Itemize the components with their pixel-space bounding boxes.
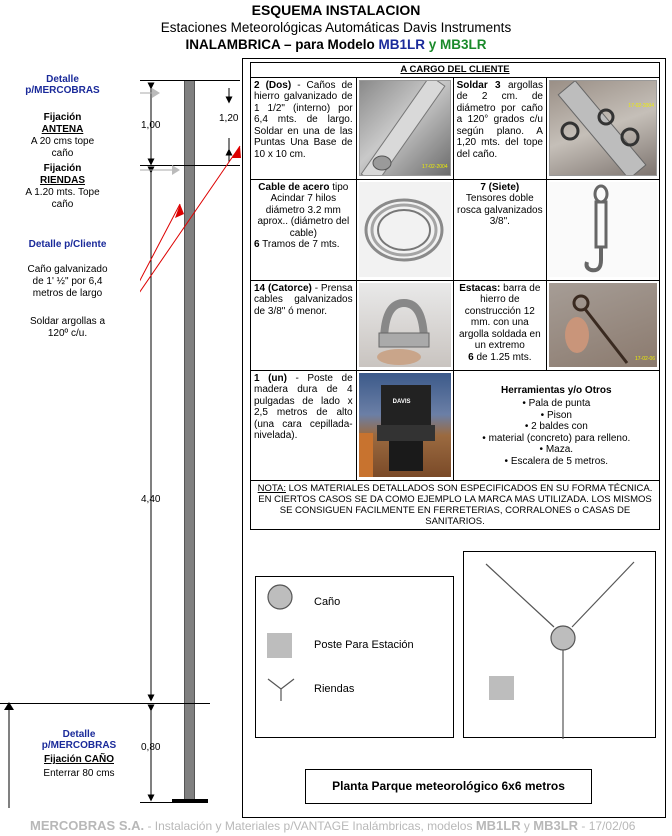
photo-pipe-cell	[356, 77, 453, 179]
tool-item-label: Maza.	[545, 444, 574, 455]
clamp-graphic	[359, 283, 449, 367]
footer-model-2: MB3LR	[533, 818, 579, 833]
cano-desc-line2: de 1' ½" por 6,4	[32, 276, 103, 287]
cell-soldar-qty: Soldar 3	[456, 79, 501, 91]
materials-table	[250, 62, 660, 530]
plan-box	[463, 551, 656, 738]
photo-cable-cell	[356, 179, 453, 280]
cell-estacas-qty-text: de 1.25 mts.	[473, 351, 532, 363]
cell-poste	[251, 370, 357, 480]
photo-stake	[549, 283, 657, 367]
fijacion-riendas-subtitle: RIENDAS	[39, 175, 85, 186]
photo-station	[359, 373, 451, 477]
tool-item-label: Pala de punta	[528, 398, 591, 409]
detalle-cliente: Detalle p/Cliente	[28, 239, 107, 250]
legend-cano: Caño	[314, 596, 341, 608]
square-icon	[267, 633, 292, 658]
cell-tensores-text: Tensores doble rosca galvanizados 3/8".	[457, 193, 543, 227]
cell-cable-qty: 6	[254, 239, 260, 250]
footer	[30, 818, 635, 833]
photo-brand: DAVIS	[392, 398, 411, 405]
y-riendas-icon	[266, 677, 296, 703]
note-cell	[251, 480, 660, 529]
plan-graphic	[464, 552, 657, 739]
plan-caption: Planta Parque meteorológico 6x6 metros	[305, 769, 592, 804]
cell-estacas-title: Estacas:	[459, 282, 501, 294]
cell-estacas-qty: 6	[468, 351, 474, 363]
footer-company: MERCOBRAS S.A.	[30, 818, 145, 833]
cell-tensores	[453, 179, 546, 280]
cell-cable-text: tipo Acindar 7 hilos diámetro 3.2 mm aprox.. (diámetro del cable)	[257, 181, 350, 239]
dim-1-00: 1,00	[141, 120, 161, 131]
cano-desc-line3: metros de largo	[32, 288, 103, 299]
cell-prensa-qty: 14 (Catorce)	[254, 282, 312, 294]
photo-clamp	[359, 283, 451, 367]
cell-soldar	[453, 77, 546, 179]
legend-riendas: Riendas	[314, 683, 355, 695]
cell-estacas	[453, 280, 546, 370]
dim-1-20: 1,20	[219, 113, 239, 124]
legend-box	[255, 576, 454, 738]
tool-item-label: material (concreto) para relleno.	[488, 432, 631, 444]
detalle-mercobras-bottom-line1: Detalle	[62, 729, 96, 740]
ground-arrow	[2, 700, 16, 810]
soldar-desc-line2: 120º c/u.	[47, 328, 88, 339]
table-header: A CARGO DEL CLIENTE	[251, 63, 660, 78]
footer-text: - Instalación y Materiales p/VANTAGE Inalámbricas, modelos	[144, 819, 476, 833]
fijacion-riendas	[10, 163, 115, 211]
photo-turnbuckle	[549, 182, 657, 277]
cell-poste-text: - Poste de madera dura de 4 pulgadas de lado x 2,5 metros de alto (una cara cepillada-nivelada).	[254, 372, 353, 441]
cell-soldar-text: argollas de 2 cm. de diámetro por caño a 120° grados c/u según plano. A 1,20 mts. del tope del caño.	[456, 79, 543, 160]
cell-canos-qty: 2 (Dos)	[254, 79, 292, 91]
tool-item: • material (concreto) para relleno.	[482, 432, 631, 444]
cell-cable-qty-text: Tramos de 7 mts.	[259, 239, 340, 250]
fijacion-cano-desc: Enterrar 80 cms	[43, 768, 115, 779]
photo-rings-cell	[546, 77, 659, 179]
footer-model-1: MB1LR	[475, 818, 521, 833]
tools-title: Herramientas y/o Otros	[501, 384, 612, 396]
cell-cable	[251, 179, 357, 280]
cell-canos-text: - Caños de hierro galvanizado de 1 1/2" (interno) por 6,4 mts. de largo. Soldar en una de las Puntas Una Base de 10 x 10 cm.	[254, 79, 353, 160]
photo-date-3: 17-02-06	[634, 356, 655, 362]
model-joiner: y	[425, 37, 441, 52]
footer-date: - 17/02/06	[578, 819, 636, 833]
detalle-mercobras-bottom	[24, 729, 134, 751]
photo-date-2: 17-02-2004	[628, 102, 654, 109]
model-prefix: INALAMBRICA – para Modelo	[185, 37, 379, 52]
fijacion-riendas-title: Fijación	[43, 163, 82, 174]
cell-prensa	[251, 280, 357, 370]
station-graphic	[359, 373, 449, 477]
photo-stake-cell	[546, 280, 659, 370]
model-mb1lr: MB1LR	[378, 37, 425, 52]
note-text: LOS MATERIALES DETALLADOS SON ESPECIFICADOS EN SU FORMA TÉCNICA. EN CIERTOS CASOS SE DA COMO EJEMPLO LA MARCA MAS UTILIZADA. LOS MISMOS SE CONSIGUEN FACILMENTE EN FERRETERIAS, CORRALONES o CASAS DE SANITARIOS.	[258, 482, 653, 527]
photo-clamp-cell	[356, 280, 453, 370]
dim-4-40: 4,40	[141, 494, 161, 505]
detalle-mercobras-top-line1: Detalle	[46, 74, 79, 85]
photo-cable	[359, 182, 451, 277]
model-mb3lr: MB3LR	[440, 37, 487, 52]
circle-icon	[266, 583, 296, 613]
dimension-arrows	[140, 78, 250, 808]
fijacion-antena-subtitle: ANTENA	[41, 124, 84, 135]
soldar-description	[10, 316, 125, 340]
detalle-mercobras-bottom-line2: p/MERCOBRAS	[41, 740, 117, 751]
cano-desc-line1: Caño galvanizado	[27, 264, 108, 275]
legend-poste: Poste Para Estación	[314, 639, 414, 651]
tool-item-label: Pison	[546, 409, 572, 421]
cell-prensa-text: - Prensa cables galvanizados de 3/8" ó menor.	[254, 282, 353, 317]
cell-poste-qty: 1 (un)	[254, 372, 287, 384]
fijacion-cano-title: Fijación CAÑO	[43, 754, 114, 765]
tool-item-label: 2 baldes con	[531, 421, 588, 432]
cell-cable-title: Cable de acero	[258, 181, 330, 193]
tool-item: • Pison	[540, 409, 572, 421]
tools-list	[457, 398, 656, 467]
cano-description	[10, 264, 125, 300]
fijacion-antena	[10, 112, 115, 160]
cell-estacas-text: barra de hierro de construcción 12 mm. con una argolla soldada en un extremo	[458, 282, 541, 351]
dim-0-80: 0,80	[141, 742, 161, 753]
fijacion-riendas-desc2: caño	[51, 199, 74, 210]
page-subtitle: Estaciones Meteorológicas Automáticas Davis Instruments	[160, 20, 512, 35]
fijacion-antena-desc1: A 20 cms tope	[30, 136, 95, 147]
page-title: ESQUEMA INSTALACION	[251, 2, 421, 18]
soldar-desc-line1: Soldar argollas a	[29, 316, 106, 327]
cable-graphic	[359, 182, 449, 277]
cell-tensores-qty: 7 (Siete)	[480, 181, 520, 193]
cell-tools	[453, 370, 659, 480]
tool-item: • Maza.	[539, 444, 574, 455]
detalle-mercobras-top-line2: p/MERCOBRAS	[25, 85, 100, 96]
note-label: NOTA:	[257, 482, 286, 494]
fijacion-riendas-desc1: A 1.20 mts. Tope	[25, 187, 100, 198]
cell-canos	[251, 77, 357, 179]
photo-pipe	[359, 80, 451, 176]
fijacion-antena-title: Fijación	[43, 112, 82, 123]
photo-station-cell	[356, 370, 453, 480]
tool-item: • 2 baldes con	[524, 421, 588, 432]
detalle-mercobras-top	[20, 74, 105, 96]
fijacion-antena-desc2: caño	[51, 148, 74, 159]
tool-item-label: Escalera de 5 metros.	[510, 455, 609, 467]
photo-turnbuckle-cell	[546, 179, 659, 280]
tool-item: • Pala de punta	[522, 398, 591, 409]
rings-graphic	[550, 81, 656, 176]
photo-date-1: 17-02-2004	[422, 164, 448, 170]
tool-item: • Escalera de 5 metros.	[504, 455, 609, 467]
photo-rings	[549, 80, 657, 176]
footer-joiner: y	[520, 819, 534, 833]
turnbuckle-graphic	[549, 182, 655, 277]
model-line	[0, 37, 672, 52]
